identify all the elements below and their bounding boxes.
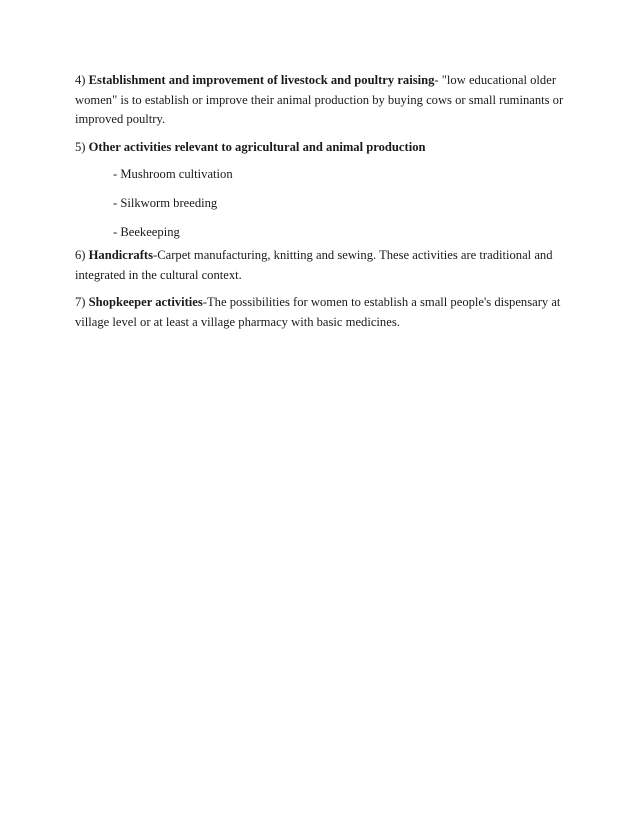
section-4 <box>75 71 567 130</box>
section-number: 6) <box>75 248 89 262</box>
section-heading: Establishment and improvement of livestock and poultry raising <box>88 73 435 87</box>
list-item: - Mushroom cultivation <box>113 167 233 181</box>
section-text: -The possibilities for women to establish a small people's dispensary at village level or at least a village pharmacy with basic medicines. <box>75 295 561 329</box>
section-heading: Shopkeeper activities <box>88 295 203 309</box>
section-heading: Other activities relevant to agricultural and animal production <box>88 139 426 154</box>
list-item: - Silkworm breeding <box>113 196 218 210</box>
section-text: -Carpet manufacturing, knitting and sewing. These activities are traditional and integrated in the cultural context. <box>75 248 553 282</box>
section-heading: Handicrafts <box>88 248 154 262</box>
section-6 <box>75 246 567 285</box>
section-number: 4) <box>75 73 89 87</box>
section-number: 5) <box>75 139 89 154</box>
list-item: - Beekeeping <box>113 225 180 239</box>
section-number: 7) <box>75 295 89 309</box>
section-7 <box>75 293 567 332</box>
section-text: - "low educational older women" is to establish or improve their animal production by buying cows or small ruminants or improved poultry. <box>75 73 564 126</box>
page-content <box>75 71 567 340</box>
section-5 <box>75 138 567 158</box>
activity-list <box>75 165 567 242</box>
